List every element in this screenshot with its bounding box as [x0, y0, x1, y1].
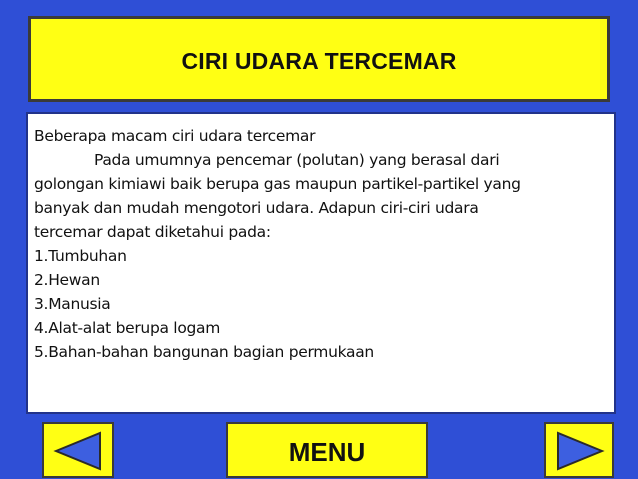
list-item: 5.Bahan-bahan bangunan bagian permukaan — [34, 343, 374, 361]
previous-button[interactable] — [42, 422, 114, 478]
content-line: golongan kimiawi baik berupa gas maupun partikel-partikel yang — [34, 175, 521, 193]
content-panel — [26, 112, 616, 414]
content-line: banyak dan mudah mengotori udara. Adapun ciri-ciri udara — [34, 199, 479, 217]
list-item: 2.Hewan — [34, 271, 100, 289]
list-item: 3.Manusia — [34, 295, 111, 313]
content-line: Beberapa macam ciri udara tercemar — [34, 127, 316, 145]
menu-label: MENU — [288, 436, 366, 467]
page-title: CIRI UDARA TERCEMAR — [181, 47, 457, 74]
triangle-right-icon — [554, 430, 606, 472]
list-item: 4.Alat-alat berupa logam — [34, 319, 221, 337]
list-item: 1.Tumbuhan — [34, 247, 127, 265]
title-banner — [28, 16, 610, 102]
content-line: Pada umumnya pencemar (polutan) yang berasal dari — [94, 151, 500, 169]
next-button[interactable] — [544, 422, 614, 478]
content-line: tercemar dapat diketahui pada: — [34, 223, 271, 241]
menu-button[interactable] — [226, 422, 428, 478]
triangle-left-icon — [52, 430, 104, 472]
